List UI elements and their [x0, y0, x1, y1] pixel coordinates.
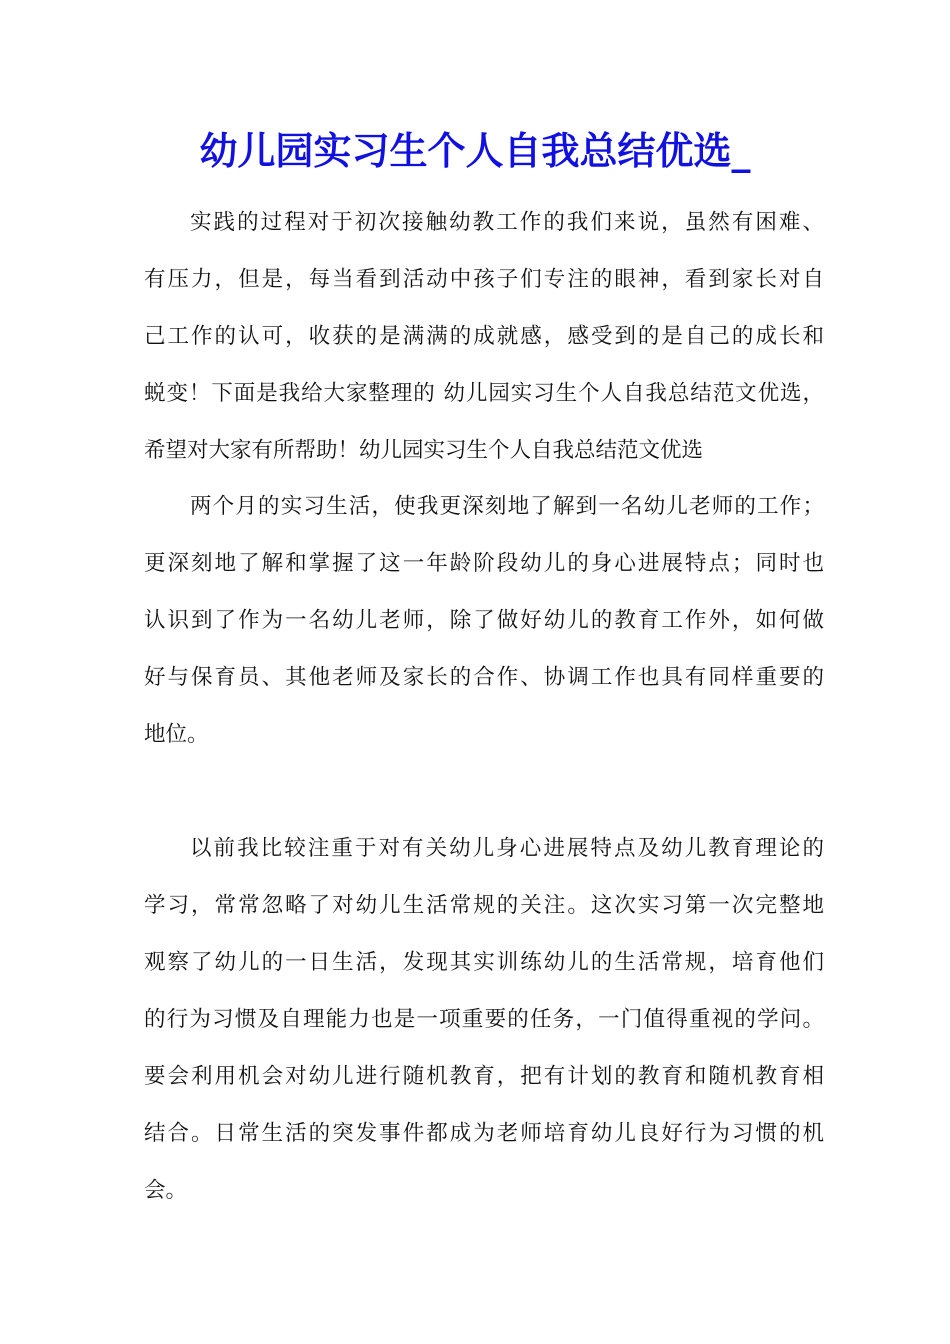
paragraph-line: 认识到了作为一名幼儿老师，除了做好幼儿的教育工作外，如何做: [144, 608, 824, 633]
paragraph-line: 好与保育员、其他老师及家长的合作、协调工作也具有同样重要的: [144, 665, 824, 690]
paragraph-line: 地位。: [144, 722, 209, 747]
paragraph-line: 己工作的认可，收获的是满满的成就感，感受到的是自己的成长和: [144, 324, 824, 349]
paragraph-daily-routine: [144, 820, 824, 1219]
paragraph-intro: [144, 194, 824, 479]
paragraph-line: 希望对大家有所帮助！幼儿园实习生个人自我总结范文优选: [144, 438, 704, 463]
paragraph-line: 实践的过程对于初次接触幼教工作的我们来说，虽然有困难、: [190, 210, 824, 235]
paragraph-line: 蜕变！下面是我给大家整理的 幼儿园实习生个人自我总结范文优选，: [144, 381, 824, 406]
paragraph-line: 更深刻地了解和掌握了这一年龄阶段幼儿的身心进展特点；同时也: [144, 551, 824, 576]
paragraph-line: 会。: [144, 1178, 188, 1203]
paragraph-line: 观察了幼儿的一日生活，发现其实训练幼儿的生活常规，培育他们: [144, 950, 824, 975]
paragraph-line: 有压力，但是，每当看到活动中孩子们专注的眼神，看到家长对自: [144, 267, 824, 292]
paragraph-line: 以前我比较注重于对有关幼儿身心进展特点及幼儿教育理论的: [190, 836, 824, 861]
paragraph-two-months: [144, 478, 824, 763]
paragraph-line: 要会利用机会对幼儿进行随机教育，把有计划的教育和随机教育相: [144, 1064, 824, 1089]
paragraph-line: 的行为习惯及自理能力也是一项重要的任务，一门值得重视的学问。: [144, 1007, 824, 1032]
document-title: 幼儿园实习生个人自我总结优选_: [199, 128, 751, 173]
paragraph-line: 两个月的实习生活，使我更深刻地了解到一名幼儿老师的工作；: [190, 494, 824, 519]
paragraph-line: 学习，常常忽略了对幼儿生活常规的关注。这次实习第一次完整地: [144, 893, 824, 918]
paragraph-line: 结合。日常生活的突发事件都成为老师培育幼儿良好行为习惯的机: [144, 1121, 824, 1146]
